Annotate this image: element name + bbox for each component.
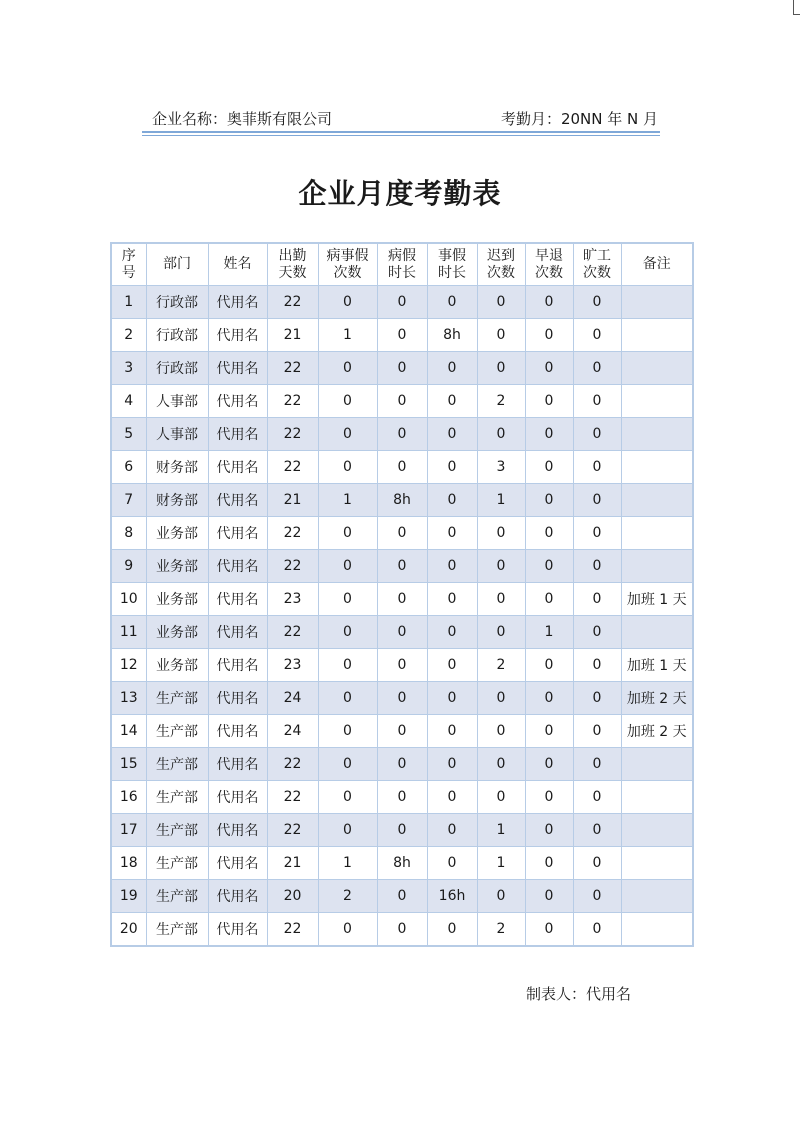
table-cell-index: 20 bbox=[111, 913, 146, 947]
table-row bbox=[111, 583, 693, 616]
table-cell-attendance-days: 22 bbox=[267, 451, 318, 484]
table-cell-index: 1 bbox=[111, 286, 146, 319]
table-cell-index: 11 bbox=[111, 616, 146, 649]
table-cell-attendance-days: 22 bbox=[267, 352, 318, 385]
table-cell-department: 生产部 bbox=[146, 682, 208, 715]
table-cell-department: 行政部 bbox=[146, 352, 208, 385]
table-cell-early-leave-count: 1 bbox=[525, 616, 573, 649]
table-cell-absence-count: 0 bbox=[573, 748, 621, 781]
table-cell-name: 代用名 bbox=[208, 550, 267, 583]
table-cell-name: 代用名 bbox=[208, 913, 267, 947]
table-row bbox=[111, 451, 693, 484]
table-cell-personal-hours: 0 bbox=[427, 814, 477, 847]
table-cell-late-count: 0 bbox=[477, 517, 525, 550]
table-cell-department: 业务部 bbox=[146, 550, 208, 583]
table-cell-leave-count: 0 bbox=[318, 913, 377, 947]
table-cell-early-leave-count: 0 bbox=[525, 847, 573, 880]
column-header-name: 姓名 bbox=[208, 243, 267, 286]
table-cell-absence-count: 0 bbox=[573, 583, 621, 616]
table-cell-sick-hours: 0 bbox=[377, 781, 427, 814]
table-cell-index: 14 bbox=[111, 715, 146, 748]
table-cell-department: 财务部 bbox=[146, 451, 208, 484]
table-cell-late-count: 2 bbox=[477, 385, 525, 418]
table-cell-early-leave-count: 0 bbox=[525, 550, 573, 583]
table-cell-leave-count: 0 bbox=[318, 451, 377, 484]
table-cell-leave-count: 0 bbox=[318, 550, 377, 583]
table-cell-early-leave-count: 0 bbox=[525, 385, 573, 418]
preparer-label: 制表人：代用名 bbox=[526, 985, 632, 1003]
table-cell-attendance-days: 22 bbox=[267, 418, 318, 451]
table-cell-personal-hours: 0 bbox=[427, 352, 477, 385]
table-cell-early-leave-count: 0 bbox=[525, 682, 573, 715]
table-cell-sick-hours: 0 bbox=[377, 682, 427, 715]
table-cell-remarks bbox=[621, 616, 693, 649]
table-row bbox=[111, 385, 693, 418]
table-cell-department: 业务部 bbox=[146, 649, 208, 682]
table-row bbox=[111, 550, 693, 583]
table-cell-sick-hours: 0 bbox=[377, 385, 427, 418]
table-cell-absence-count: 0 bbox=[573, 385, 621, 418]
table-cell-personal-hours: 16h bbox=[427, 880, 477, 913]
table-cell-early-leave-count: 0 bbox=[525, 913, 573, 947]
table-cell-absence-count: 0 bbox=[573, 418, 621, 451]
table-cell-name: 代用名 bbox=[208, 649, 267, 682]
table-cell-attendance-days: 22 bbox=[267, 781, 318, 814]
page-corner-mark bbox=[793, 0, 800, 15]
table-cell-personal-hours: 0 bbox=[427, 418, 477, 451]
table-cell-remarks bbox=[621, 319, 693, 352]
table-cell-late-count: 1 bbox=[477, 484, 525, 517]
column-header-leave-count: 病事假 次数 bbox=[318, 243, 377, 286]
table-row bbox=[111, 649, 693, 682]
table-cell-sick-hours: 0 bbox=[377, 715, 427, 748]
table-cell-leave-count: 0 bbox=[318, 385, 377, 418]
table-cell-early-leave-count: 0 bbox=[525, 649, 573, 682]
table-cell-attendance-days: 22 bbox=[267, 550, 318, 583]
table-cell-department: 生产部 bbox=[146, 781, 208, 814]
table-cell-index: 10 bbox=[111, 583, 146, 616]
table-cell-absence-count: 0 bbox=[573, 814, 621, 847]
table-cell-leave-count: 1 bbox=[318, 484, 377, 517]
table-cell-remarks bbox=[621, 352, 693, 385]
table-row bbox=[111, 847, 693, 880]
table-cell-attendance-days: 22 bbox=[267, 286, 318, 319]
table-cell-index: 8 bbox=[111, 517, 146, 550]
table-cell-leave-count: 0 bbox=[318, 418, 377, 451]
table-cell-department: 生产部 bbox=[146, 913, 208, 947]
column-header-index: 序 号 bbox=[111, 243, 146, 286]
table-cell-personal-hours: 0 bbox=[427, 649, 477, 682]
table-cell-leave-count: 2 bbox=[318, 880, 377, 913]
table-cell-late-count: 0 bbox=[477, 583, 525, 616]
table-cell-early-leave-count: 0 bbox=[525, 748, 573, 781]
table-cell-personal-hours: 8h bbox=[427, 319, 477, 352]
table-cell-early-leave-count: 0 bbox=[525, 814, 573, 847]
table-cell-department: 人事部 bbox=[146, 418, 208, 451]
column-header-late-count: 迟到 次数 bbox=[477, 243, 525, 286]
table-cell-sick-hours: 0 bbox=[377, 583, 427, 616]
table-cell-personal-hours: 0 bbox=[427, 550, 477, 583]
table-cell-leave-count: 0 bbox=[318, 352, 377, 385]
table-cell-absence-count: 0 bbox=[573, 550, 621, 583]
table-cell-personal-hours: 0 bbox=[427, 781, 477, 814]
table-cell-department: 生产部 bbox=[146, 715, 208, 748]
table-cell-leave-count: 0 bbox=[318, 616, 377, 649]
table-cell-personal-hours: 0 bbox=[427, 484, 477, 517]
table-cell-department: 生产部 bbox=[146, 880, 208, 913]
table-cell-early-leave-count: 0 bbox=[525, 418, 573, 451]
table-cell-early-leave-count: 0 bbox=[525, 781, 573, 814]
table-cell-late-count: 1 bbox=[477, 847, 525, 880]
table-cell-attendance-days: 21 bbox=[267, 484, 318, 517]
attendance-table bbox=[110, 242, 694, 947]
table-cell-early-leave-count: 0 bbox=[525, 319, 573, 352]
table-row bbox=[111, 286, 693, 319]
table-cell-remarks bbox=[621, 814, 693, 847]
column-header-early-leave-count: 早退 次数 bbox=[525, 243, 573, 286]
table-cell-early-leave-count: 0 bbox=[525, 517, 573, 550]
table-cell-leave-count: 1 bbox=[318, 847, 377, 880]
table-cell-index: 18 bbox=[111, 847, 146, 880]
table-cell-department: 生产部 bbox=[146, 847, 208, 880]
table-cell-remarks bbox=[621, 550, 693, 583]
table-cell-leave-count: 0 bbox=[318, 814, 377, 847]
column-header-absence-count: 旷工 次数 bbox=[573, 243, 621, 286]
table-cell-remarks bbox=[621, 418, 693, 451]
table-cell-remarks: 加班 1 天 bbox=[621, 583, 693, 616]
column-header-personal-hours: 事假 时长 bbox=[427, 243, 477, 286]
table-cell-attendance-days: 23 bbox=[267, 649, 318, 682]
table-cell-late-count: 0 bbox=[477, 781, 525, 814]
table-cell-name: 代用名 bbox=[208, 286, 267, 319]
table-cell-remarks bbox=[621, 385, 693, 418]
table-cell-attendance-days: 22 bbox=[267, 616, 318, 649]
table-cell-early-leave-count: 0 bbox=[525, 880, 573, 913]
table-cell-remarks: 加班 2 天 bbox=[621, 682, 693, 715]
table-cell-sick-hours: 0 bbox=[377, 913, 427, 947]
table-cell-remarks bbox=[621, 484, 693, 517]
table-cell-department: 业务部 bbox=[146, 583, 208, 616]
table-cell-personal-hours: 0 bbox=[427, 847, 477, 880]
table-cell-remarks bbox=[621, 451, 693, 484]
table-row bbox=[111, 319, 693, 352]
table-cell-leave-count: 0 bbox=[318, 682, 377, 715]
table-cell-sick-hours: 0 bbox=[377, 319, 427, 352]
table-cell-personal-hours: 0 bbox=[427, 583, 477, 616]
table-cell-sick-hours: 0 bbox=[377, 451, 427, 484]
table-cell-index: 12 bbox=[111, 649, 146, 682]
table-cell-department: 行政部 bbox=[146, 286, 208, 319]
table-cell-sick-hours: 0 bbox=[377, 286, 427, 319]
column-header-sick-hours: 病假 时长 bbox=[377, 243, 427, 286]
table-cell-remarks bbox=[621, 286, 693, 319]
table-cell-attendance-days: 21 bbox=[267, 847, 318, 880]
table-cell-early-leave-count: 0 bbox=[525, 352, 573, 385]
table-cell-absence-count: 0 bbox=[573, 781, 621, 814]
table-cell-index: 13 bbox=[111, 682, 146, 715]
table-cell-remarks: 加班 2 天 bbox=[621, 715, 693, 748]
table-cell-sick-hours: 0 bbox=[377, 748, 427, 781]
table-row bbox=[111, 814, 693, 847]
table-cell-attendance-days: 24 bbox=[267, 682, 318, 715]
table-cell-sick-hours: 0 bbox=[377, 616, 427, 649]
table-cell-index: 7 bbox=[111, 484, 146, 517]
table-cell-early-leave-count: 0 bbox=[525, 286, 573, 319]
table-header bbox=[111, 243, 693, 286]
table-cell-name: 代用名 bbox=[208, 385, 267, 418]
table-cell-name: 代用名 bbox=[208, 484, 267, 517]
table-cell-absence-count: 0 bbox=[573, 715, 621, 748]
table-cell-absence-count: 0 bbox=[573, 352, 621, 385]
table-cell-leave-count: 1 bbox=[318, 319, 377, 352]
table-cell-attendance-days: 22 bbox=[267, 517, 318, 550]
table-cell-late-count: 1 bbox=[477, 814, 525, 847]
table-cell-absence-count: 0 bbox=[573, 517, 621, 550]
table-cell-personal-hours: 0 bbox=[427, 517, 477, 550]
table-cell-name: 代用名 bbox=[208, 682, 267, 715]
table-cell-index: 4 bbox=[111, 385, 146, 418]
table-cell-absence-count: 0 bbox=[573, 616, 621, 649]
table-cell-sick-hours: 8h bbox=[377, 484, 427, 517]
table-cell-index: 6 bbox=[111, 451, 146, 484]
table-cell-early-leave-count: 0 bbox=[525, 451, 573, 484]
table-cell-absence-count: 0 bbox=[573, 682, 621, 715]
table-cell-leave-count: 0 bbox=[318, 649, 377, 682]
table-row bbox=[111, 418, 693, 451]
table-cell-name: 代用名 bbox=[208, 451, 267, 484]
table-row bbox=[111, 484, 693, 517]
table-cell-name: 代用名 bbox=[208, 319, 267, 352]
table-cell-leave-count: 0 bbox=[318, 286, 377, 319]
header-divider-line-secondary bbox=[142, 135, 660, 136]
table-body bbox=[111, 286, 693, 947]
table-cell-leave-count: 0 bbox=[318, 748, 377, 781]
table-cell-attendance-days: 24 bbox=[267, 715, 318, 748]
table-cell-personal-hours: 0 bbox=[427, 748, 477, 781]
table-cell-name: 代用名 bbox=[208, 847, 267, 880]
table-cell-index: 15 bbox=[111, 748, 146, 781]
table-cell-attendance-days: 22 bbox=[267, 748, 318, 781]
table-cell-sick-hours: 0 bbox=[377, 352, 427, 385]
table-cell-index: 9 bbox=[111, 550, 146, 583]
table-cell-late-count: 0 bbox=[477, 286, 525, 319]
table-cell-attendance-days: 22 bbox=[267, 913, 318, 947]
table-cell-index: 16 bbox=[111, 781, 146, 814]
table-cell-department: 人事部 bbox=[146, 385, 208, 418]
table-cell-department: 财务部 bbox=[146, 484, 208, 517]
table-cell-sick-hours: 0 bbox=[377, 517, 427, 550]
table-row bbox=[111, 781, 693, 814]
table-cell-name: 代用名 bbox=[208, 616, 267, 649]
table-cell-late-count: 2 bbox=[477, 649, 525, 682]
table-cell-early-leave-count: 0 bbox=[525, 583, 573, 616]
table-cell-name: 代用名 bbox=[208, 880, 267, 913]
table-cell-attendance-days: 23 bbox=[267, 583, 318, 616]
table-row bbox=[111, 616, 693, 649]
table-cell-name: 代用名 bbox=[208, 715, 267, 748]
table-cell-late-count: 0 bbox=[477, 550, 525, 583]
header-divider-line bbox=[142, 131, 660, 133]
table-cell-attendance-days: 21 bbox=[267, 319, 318, 352]
table-row bbox=[111, 715, 693, 748]
table-row bbox=[111, 682, 693, 715]
document-title: 企业月度考勤表 bbox=[298, 177, 502, 210]
table-cell-absence-count: 0 bbox=[573, 286, 621, 319]
column-header-remarks: 备注 bbox=[621, 243, 693, 286]
table-cell-sick-hours: 0 bbox=[377, 649, 427, 682]
column-header-attendance-days: 出勤 天数 bbox=[267, 243, 318, 286]
table-cell-name: 代用名 bbox=[208, 748, 267, 781]
table-cell-personal-hours: 0 bbox=[427, 385, 477, 418]
table-cell-remarks bbox=[621, 913, 693, 947]
table-cell-sick-hours: 8h bbox=[377, 847, 427, 880]
table-row bbox=[111, 517, 693, 550]
table-cell-department: 行政部 bbox=[146, 319, 208, 352]
table-cell-early-leave-count: 0 bbox=[525, 715, 573, 748]
table-cell-personal-hours: 0 bbox=[427, 616, 477, 649]
table-cell-late-count: 0 bbox=[477, 748, 525, 781]
table-cell-late-count: 0 bbox=[477, 682, 525, 715]
table-cell-absence-count: 0 bbox=[573, 319, 621, 352]
table-header-row bbox=[111, 243, 693, 286]
table-cell-personal-hours: 0 bbox=[427, 682, 477, 715]
table-cell-remarks bbox=[621, 880, 693, 913]
table-cell-sick-hours: 0 bbox=[377, 880, 427, 913]
table-cell-remarks bbox=[621, 781, 693, 814]
table-row bbox=[111, 352, 693, 385]
table-cell-attendance-days: 20 bbox=[267, 880, 318, 913]
table-cell-absence-count: 0 bbox=[573, 451, 621, 484]
document-header bbox=[142, 104, 660, 130]
table-cell-late-count: 0 bbox=[477, 418, 525, 451]
table-cell-department: 生产部 bbox=[146, 814, 208, 847]
table-cell-early-leave-count: 0 bbox=[525, 484, 573, 517]
table-cell-attendance-days: 22 bbox=[267, 385, 318, 418]
table-cell-late-count: 2 bbox=[477, 913, 525, 947]
table-cell-absence-count: 0 bbox=[573, 913, 621, 947]
table-cell-name: 代用名 bbox=[208, 352, 267, 385]
table-cell-remarks bbox=[621, 748, 693, 781]
table-cell-department: 业务部 bbox=[146, 616, 208, 649]
table-cell-index: 17 bbox=[111, 814, 146, 847]
table-cell-personal-hours: 0 bbox=[427, 913, 477, 947]
table-cell-index: 2 bbox=[111, 319, 146, 352]
table-cell-late-count: 0 bbox=[477, 352, 525, 385]
table-row bbox=[111, 880, 693, 913]
table-cell-remarks: 加班 1 天 bbox=[621, 649, 693, 682]
table-cell-late-count: 0 bbox=[477, 715, 525, 748]
table-cell-leave-count: 0 bbox=[318, 583, 377, 616]
table-cell-late-count: 0 bbox=[477, 616, 525, 649]
table-cell-remarks bbox=[621, 517, 693, 550]
table-cell-personal-hours: 0 bbox=[427, 451, 477, 484]
table-cell-absence-count: 0 bbox=[573, 880, 621, 913]
table-cell-name: 代用名 bbox=[208, 781, 267, 814]
table-cell-index: 5 bbox=[111, 418, 146, 451]
table-cell-leave-count: 0 bbox=[318, 781, 377, 814]
table-cell-leave-count: 0 bbox=[318, 715, 377, 748]
table-cell-late-count: 3 bbox=[477, 451, 525, 484]
table-cell-name: 代用名 bbox=[208, 517, 267, 550]
table-cell-late-count: 0 bbox=[477, 880, 525, 913]
table-cell-sick-hours: 0 bbox=[377, 814, 427, 847]
table-row bbox=[111, 913, 693, 947]
table-cell-attendance-days: 22 bbox=[267, 814, 318, 847]
table-cell-personal-hours: 0 bbox=[427, 286, 477, 319]
table-cell-absence-count: 0 bbox=[573, 484, 621, 517]
table-cell-sick-hours: 0 bbox=[377, 418, 427, 451]
company-name: 企业名称：奥菲斯有限公司 bbox=[152, 110, 333, 128]
table-cell-absence-count: 0 bbox=[573, 847, 621, 880]
table-cell-sick-hours: 0 bbox=[377, 550, 427, 583]
table-cell-name: 代用名 bbox=[208, 814, 267, 847]
attendance-month: 考勤月：20NN 年 N 月 bbox=[500, 110, 658, 128]
table-row bbox=[111, 748, 693, 781]
table-cell-index: 19 bbox=[111, 880, 146, 913]
table-cell-remarks bbox=[621, 847, 693, 880]
table-cell-department: 生产部 bbox=[146, 748, 208, 781]
table-cell-personal-hours: 0 bbox=[427, 715, 477, 748]
table-cell-department: 业务部 bbox=[146, 517, 208, 550]
table-cell-name: 代用名 bbox=[208, 583, 267, 616]
table-cell-index: 3 bbox=[111, 352, 146, 385]
table-cell-name: 代用名 bbox=[208, 418, 267, 451]
table-cell-leave-count: 0 bbox=[318, 517, 377, 550]
column-header-department: 部门 bbox=[146, 243, 208, 286]
table-cell-late-count: 0 bbox=[477, 319, 525, 352]
table-cell-absence-count: 0 bbox=[573, 649, 621, 682]
